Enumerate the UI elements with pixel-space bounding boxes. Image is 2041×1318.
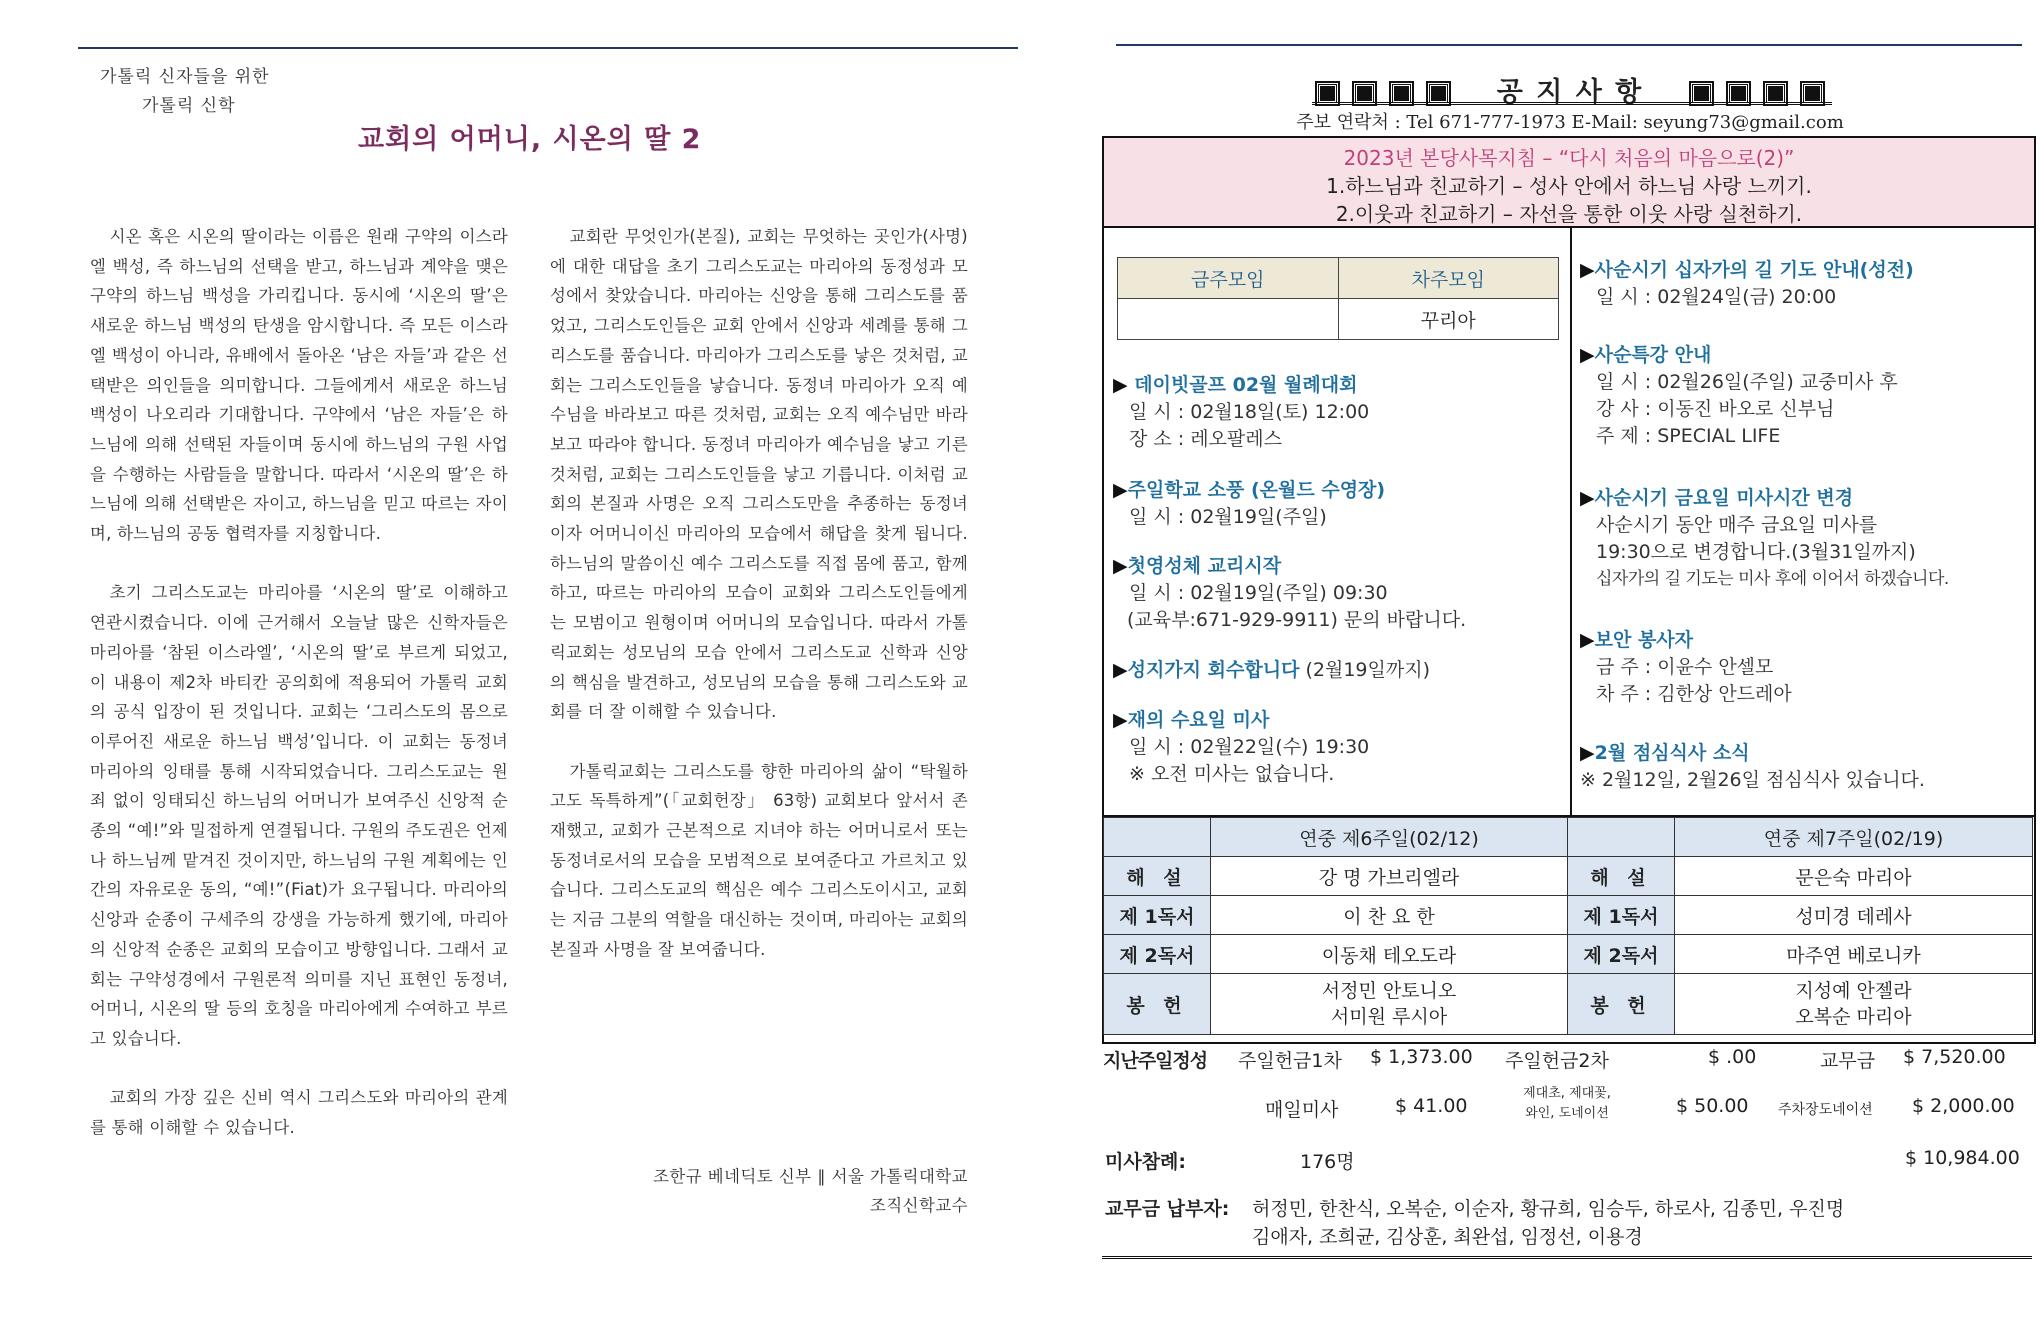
author-signature	[520, 1162, 968, 1220]
parking-donation-label: 주차장도네이션	[1778, 1102, 1873, 1118]
notice-item-line: 차 주 : 김한상 안드레아	[1596, 683, 1792, 705]
role-name: 서정민 안토니오	[1321, 980, 1457, 1002]
dues-payers-label: 교무금 납부자:	[1105, 1198, 1230, 1220]
triangle-right-icon: ▶	[1113, 479, 1128, 501]
square-icon	[1728, 83, 1749, 104]
paragraph: 교회란 무엇인가(본질), 교회는 무엇하는 곳인가(사명)에 대한 대답을 초기 그리스도교는 마리아의 동정성과 모성에서 찾았습니다. 마리아는 신앙을 통해 그리스도를 품었고, 그리스도인들은 교회 안에서 신앙과 세례를 통해 그리스도를 품습니다. 마리아가 그리스도를 낳은 것처럼, 교회는 그리스도인들을 낳습니다. 동정녀 마리아가 오직 예수님을 바라보고 따른 것처럼, 교회는 오직 예수님만 바라보고 따라야 합니다. 동정녀 마리아가 예수님을 낳고 기른 것처럼, 교회는 그리스도인들을 낳고 기릅니다. 이처럼 교회의 본질과 사명은 오직 그리스도만을 추종하는 동정녀이자 어머니이신 마리아의 모습에서 해답을 찾게 됩니다. 하느님의 말씀이신 예수 그리스도를 직접 몸에 품고, 함께 하고, 따르는 마리아의 모습이 교회와 그리스도인들에게는 모범이고 원형이며 어머니의 모습입니다. 따라서 가톨릭교회는 성모님의 모습 안에서 그리스도교 신학과 신앙의 핵심을 발견하고, 성모님의 모습을 통해 그리스도와 교회를 더 잘 이해할 수 있습니다.	[550, 227, 968, 722]
daily-mass-value: $ 41.00	[1395, 1095, 1468, 1117]
paragraph: 가톨릭교회는 그리스도를 향한 마리아의 삶이 “탁월하고도 독특하게”(「교회헌장」 63항) 교회보다 앞서서 존재했고, 교회가 근본적으로 지녀야 하는 어머니로서 또는 동정녀로서의 모습을 모범적으로 보여준다고 가르치고 있습니다. 그리스도교의 핵심은 예수 그리스도이시고, 교회는 지금 그분의 역할을 대신하는 것이며, 마리아는 교회의 본질과 사명을 잘 보여줍니다.	[550, 761, 968, 959]
notice-item-title: 2월 점심식사 소식	[1594, 742, 1750, 764]
dues-value: $ 7,520.00	[1903, 1046, 2006, 1068]
total-offering-value: $ 10,984.00	[1905, 1147, 2020, 1169]
pastoral-policy	[1104, 138, 2034, 228]
square-icon	[1802, 83, 1823, 104]
triangle-right-icon: ▶	[1113, 374, 1135, 396]
notice-item-title: 첫영성체 교리시작	[1127, 555, 1282, 577]
notice-item-line: 장 소 : 레오팔레스	[1129, 428, 1282, 450]
notice-item	[1580, 342, 2030, 450]
paragraph: 초기 그리스도교는 마리아를 ‘시온의 딸’로 이해하고 연관시켰습니다. 이에 근거해서 오늘날 많은 신학자들은 마리아를 ‘참된 이스라엘’, ‘시온의 딸’로 부르게 되었고, 이 내용이 제2차 바티칸 공의회에 적용되어 가톨릭 교회의 공식 입장이 된 것입니다. 교회는 ‘그리스도의 몸으로 이루어진 새로운 하느님 백성’입니다. 이 교회는 동정녀 마리아의 잉태를 통해 시작되었습니다. 그리스도교는 원죄 없이 잉태되신 하느님의 어머니가 보여주신 신앙적 순종의 “예!”와 밀접하게 연결됩니다. 구원의 주도권은 언제나 하느님께 맡겨진 것이지만, 하느님의 구원 계획에는 인간의 자유로운 동의, “예!”(Fiat)가 요구됩니다. 마리아의 신앙과 순종이 구세주의 강생을 가능하게 했기에, 마리아의 신앙적 순종은 교회의 모습이고 방향입니다. 그래서 교회는 구약성경에서 구원론적 의미를 지닌 표현인 동정녀, 어머니, 시온의 딸 등의 호칭을 마리아에게 수여하고 부르고 있습니다.	[90, 583, 508, 1048]
sunday-offering-2-label: 주일헌금2차	[1505, 1050, 1609, 1072]
meeting-header-this: 금주모임	[1118, 258, 1339, 299]
notice-item-title: 사순특강 안내	[1594, 344, 1712, 366]
role-label: 봉 헌	[1568, 974, 1675, 1035]
policy-title: 2023년 본당사목지침 – “다시 처음의 마음으로(2)”	[1343, 146, 1795, 170]
notice-item-line: 19:30으로 변경합니다.(3월31일까지)	[1596, 541, 1916, 563]
liturgy-roles-table	[1103, 817, 2033, 1035]
role-name: 성미경 데레사	[1675, 896, 2033, 935]
notice-item-line: 일 시 : 02월19일(주일) 09:30	[1129, 582, 1388, 604]
role-label: 제 2독서	[1568, 935, 1675, 974]
notice-item-line: 일 시 : 02월18일(토) 12:00	[1129, 401, 1370, 423]
dues-label: 교무금	[1820, 1050, 1876, 1072]
notice-item-title: 재의 수요일 미사	[1127, 709, 1270, 731]
square-icon	[1354, 83, 1375, 104]
notice-item	[1113, 372, 1563, 453]
section-sublabel: 가톨릭 신학	[142, 96, 236, 116]
offering-label: 지난주일정성	[1103, 1050, 1208, 1072]
square-icon	[1428, 83, 1449, 104]
notice-item-title: 보안 봉사자	[1594, 629, 1694, 651]
sunday-offering-1-value: $ 1,373.00	[1370, 1046, 1473, 1068]
paragraph: 시온 혹은 시온의 딸이라는 이름은 원래 구약의 이스라엘 백성, 즉 하느님의 선택을 받고, 하느님과 계약을 맺은 구약의 하느님 백성을 가리킵니다. 동시에 ‘시온의 딸’은 새로운 하느님 백성의 탄생을 암시합니다. 즉 모든 이스라엘 백성이 아니라, 유배에서 돌아온 ‘남은 자들’과 같은 선택받은 의인들을 의미합니다. 그들에게서 새로운 하느님 백성이 나오리라 기대합니다. 구약에서 ‘남은 자들’은 하느님에 의해 선택된 자들이며 동시에 하느님의 구원 사업을 수행하는 사람들을 말합니다. 따라서 ‘시온의 딸’은 하느님에 의해 선택받은 자이고, 하느님을 믿고 따르는 자이며, 하느님의 공동 협력자를 지칭합니다.	[90, 227, 508, 544]
notice-item-line: 주 제 : SPECIAL LIFE	[1596, 425, 1781, 447]
notice-item-line: 금 주 : 이윤수 안셀모	[1596, 656, 1774, 678]
attendance-value: 176명	[1300, 1151, 1355, 1173]
article-column-2	[550, 222, 968, 965]
role-name: 문은숙 마리아	[1675, 857, 2033, 896]
role-name: 강 명 가브리엘라	[1211, 857, 1568, 896]
notice-item-title: 성지가지 회수합니다	[1127, 659, 1300, 681]
notice-item-line: ※ 2월12일, 2월26일 점심식사 있습니다.	[1580, 769, 1925, 791]
triangle-right-icon: ▶	[1580, 629, 1595, 651]
notice-item-line: 강 사 : 이동진 바오로 신부님	[1596, 398, 1835, 420]
role-name-pair	[1211, 974, 1568, 1035]
role-name: 서미원 루시아	[1330, 1006, 1448, 1028]
column-divider	[1570, 228, 1572, 815]
policy-item: 2.이웃과 친교하기 – 자선을 통한 이웃 사랑 실천하기.	[1335, 202, 1803, 226]
notice-item	[1580, 485, 2030, 593]
right-top-rule	[1116, 44, 2022, 46]
notice-item-line: 일 시 : 02월24일(금) 20:00	[1596, 286, 1837, 308]
notice-item-title: 사순시기 금요일 미사시간 변경	[1594, 487, 1854, 509]
notice-item-line: 사순시기 동안 매주 금요일 미사를	[1596, 514, 1878, 536]
sunday-offering-2-value: $ .00	[1708, 1046, 1757, 1068]
triangle-right-icon: ▶	[1580, 742, 1595, 764]
notice-item-line: 일 시 : 02월22일(수) 19:30	[1129, 736, 1370, 758]
article-title: 교회의 어머니, 시온의 딸 2	[358, 124, 702, 155]
notice-item	[1113, 657, 1563, 684]
meeting-table	[1117, 257, 1559, 340]
notice-item-line: 십자가의 길 기도는 미사 후에 이어서 하겠습니다.	[1596, 569, 1949, 589]
notice-item-line: 일 시 : 02월26일(주일) 교중미사 후	[1596, 371, 1898, 393]
role-label: 해 설	[1104, 857, 1211, 896]
square-icon	[1317, 83, 1338, 104]
notice-item	[1113, 707, 1563, 788]
altar-donation-label: 제대초, 제대꽃, 와인, 도네이션	[1523, 1086, 1611, 1121]
author-line: 조한규 베네딕토 신부 ∥ 서울 가톨릭대학교	[653, 1167, 968, 1186]
role-name: 마주연 베로니카	[1675, 935, 2033, 974]
article-column-1	[90, 222, 508, 1143]
notice-item-line: ※ 오전 미사는 없습니다.	[1129, 763, 1335, 785]
triangle-right-icon: ▶	[1113, 709, 1128, 731]
attendance-label: 미사참례:	[1105, 1151, 1187, 1173]
notice-item-line: (교육부:671-929-9911) 문의 바랍니다.	[1127, 609, 1467, 631]
notice-item-title: 주일학교 소풍 (온월드 수영장)	[1127, 479, 1386, 501]
notice-item	[1113, 553, 1563, 634]
week2-title: 연중 제7주일(02/19)	[1675, 818, 2033, 857]
triangle-right-icon: ▶	[1113, 555, 1128, 577]
square-icon	[1391, 83, 1412, 104]
notice-item	[1580, 257, 2030, 311]
role-label: 해 설	[1568, 857, 1675, 896]
role-label: 제 1독서	[1104, 896, 1211, 935]
notice-item-line: 일 시 : 02월19일(주일)	[1129, 506, 1327, 528]
sunday-offering-1-label: 주일헌금1차	[1238, 1050, 1342, 1072]
role-name: 오복순 마리아	[1795, 1006, 1912, 1028]
role-name-pair	[1675, 974, 2033, 1035]
policy-item: 1.하느님과 친교하기 – 성사 안에서 하느님 사랑 느끼기.	[1326, 174, 1812, 198]
meeting-this	[1118, 299, 1339, 340]
role-label: 제 1독서	[1568, 896, 1675, 935]
triangle-right-icon: ▶	[1580, 487, 1595, 509]
week1-title: 연중 제6주일(02/12)	[1211, 818, 1568, 857]
dues-payers-line: 김애자, 조희균, 김상훈, 최완섭, 임정선, 이용경	[1252, 1226, 1643, 1248]
section-label: 가톨릭 신자들을 위한	[100, 67, 270, 87]
notice-title: 공 지 사 항	[1496, 77, 1644, 108]
title-underline	[1312, 102, 1832, 105]
left-top-rule	[78, 47, 1018, 49]
triangle-right-icon: ▶	[1580, 259, 1595, 281]
notice-item-title: 사순시기 십자가의 길 기도 안내(성전)	[1594, 259, 1914, 281]
notice-item-note: (2월19일까지)	[1299, 659, 1430, 681]
role-label: 제 2독서	[1104, 935, 1211, 974]
contact-line: 주보 연락처 : Tel 671-777-1973 E-Mail: seyung73@gmail.com	[1296, 112, 1844, 133]
triangle-right-icon: ▶	[1580, 344, 1595, 366]
meeting-next: 꾸리아	[1338, 299, 1559, 340]
square-icon	[1765, 83, 1786, 104]
parking-donation-value: $ 2,000.00	[1912, 1095, 2015, 1117]
dues-payers-line: 허정민, 한찬식, 오복순, 이순자, 황규희, 임승두, 하로사, 김종민, 우진명	[1252, 1198, 1845, 1220]
daily-mass-label: 매일미사	[1265, 1099, 1339, 1121]
notice-item-title: 데이빗골프 02월 월례대회	[1134, 374, 1358, 396]
notice-item	[1113, 477, 1563, 531]
notice-item	[1580, 627, 2030, 708]
triangle-right-icon: ▶	[1113, 659, 1128, 681]
square-icon	[1691, 83, 1712, 104]
notice-item	[1580, 740, 2030, 794]
altar-donation-value: $ 50.00	[1676, 1095, 1749, 1117]
bottom-rule	[1102, 1256, 2032, 1259]
paragraph: 교회의 가장 깊은 신비 역시 그리스도와 마리아의 관계를 통해 이해할 수 있습니다.	[90, 1088, 508, 1138]
author-title: 조직신학교수	[870, 1196, 968, 1215]
role-label: 봉 헌	[1104, 974, 1211, 1035]
meeting-header-next: 차주모임	[1338, 258, 1559, 299]
role-name: 이 찬 요 한	[1211, 896, 1568, 935]
role-name: 지성예 안젤라	[1795, 980, 1912, 1002]
role-name: 이동채 테오도라	[1211, 935, 1568, 974]
